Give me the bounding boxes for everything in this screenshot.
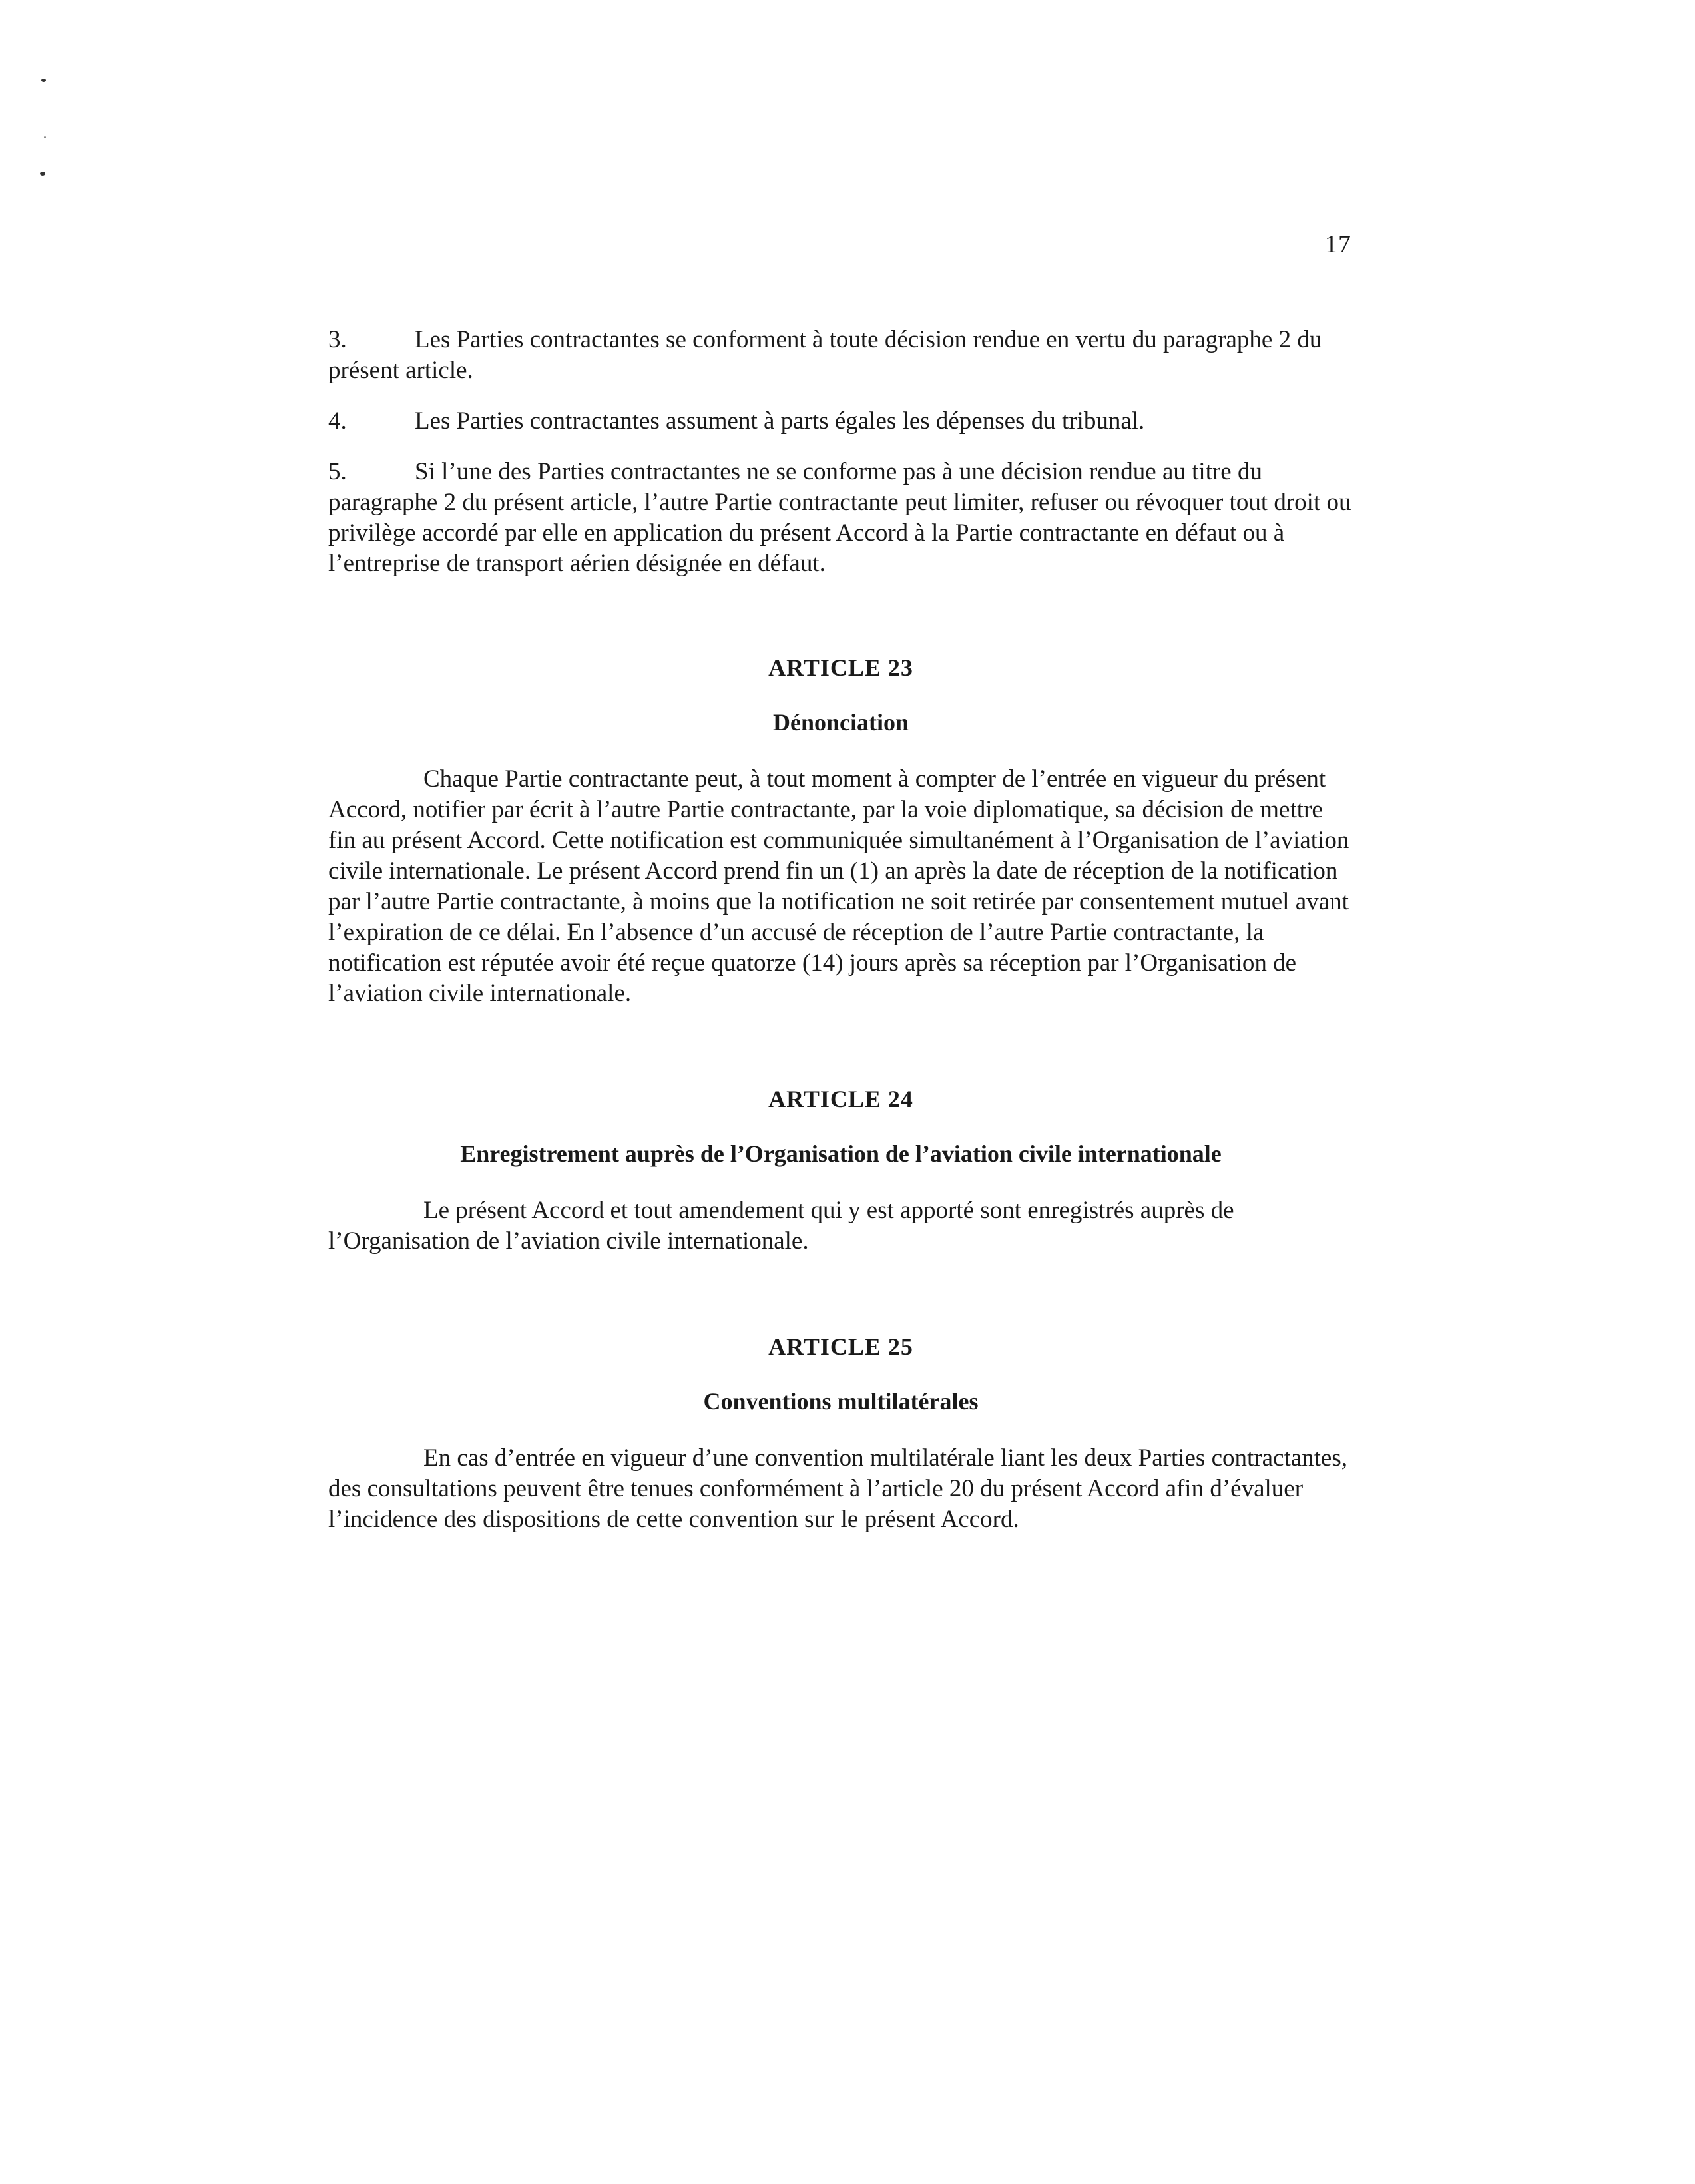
article-body: Chaque Partie contractante peut, à tout moment à compter de l’entrée en vigueur du présent Accord, notifier par écrit à l’autre Partie contractante, par la voie diplomatique, sa décision de mettre fin au présent Accord. Cette notification est communiquée simultanément à l’Organisation de l’aviation civile internationale. Le présent Accord prend fin un (1) an après la date de réception de la notification par l’autre Partie contractante, à moins que la notification ne soit retirée par consentement mutuel avant l’expiration de ce délai. En l’absence d’un accusé de réception de l’autre Partie contractante, la notification est réputée avoir été reçue quatorze (14) jours après sa réception par l’Organisation de l’aviation civile internationale. (328, 765, 1349, 1007)
paragraph-number: 5. (328, 458, 347, 485)
article-body: Le présent Accord et tout amendement qui y est apporté sont enregistrés auprès de l’Organisation de l’aviation civile internationale. (328, 1197, 1234, 1255)
paragraph-text: Si l’une des Parties contractantes ne se conforme pas à une décision rendue au titre du paragraphe 2 du présent article, l’autre Partie contractante peut limiter, refuser ou révoquer tout droit ou privilège accordé par elle en application du présent Accord à la Partie contractante en défaut ou à l’entreprise de transport aérien désignée en défaut. (328, 458, 1351, 577)
scan-speck (44, 136, 46, 138)
article-heading: ARTICLE 24 (768, 1086, 913, 1112)
paragraph-5 (328, 457, 1353, 579)
article-title: Dénonciation (772, 709, 909, 736)
article-23 (328, 652, 1353, 1009)
article-25 (328, 1331, 1353, 1535)
article-heading: ARTICLE 23 (768, 654, 913, 681)
paragraph-text: Les Parties contractantes se conforment à toute décision rendue en vertu du paragraphe 2 du présent article. (328, 326, 1322, 384)
paragraph-text: Les Parties contractantes assument à parts égales les dépenses du tribunal. (415, 407, 1145, 435)
paragraph-number: 4. (328, 407, 347, 435)
article-title: Enregistrement auprès de l’Organisation de l’aviation civile internationale (460, 1140, 1222, 1167)
paragraph-3 (328, 325, 1353, 386)
paragraph-number: 3. (328, 326, 347, 353)
article-heading: ARTICLE 25 (768, 1333, 913, 1360)
document-body (328, 325, 1353, 1555)
article-body: En cas d’entrée en vigueur d’une convention multilatérale liant les deux Parties contractantes, des consultations peuvent être tenues conformément à l’article 20 du présent Accord afin d’évaluer l’incidence des dispositions de cette convention sur le présent Accord. (328, 1444, 1348, 1533)
article-title: Conventions multilatérales (703, 1388, 979, 1415)
page-number: 17 (1325, 230, 1351, 258)
scan-speck (40, 172, 45, 176)
scan-speck (41, 79, 46, 82)
paragraph-4 (328, 406, 1353, 437)
article-24 (328, 1084, 1353, 1257)
